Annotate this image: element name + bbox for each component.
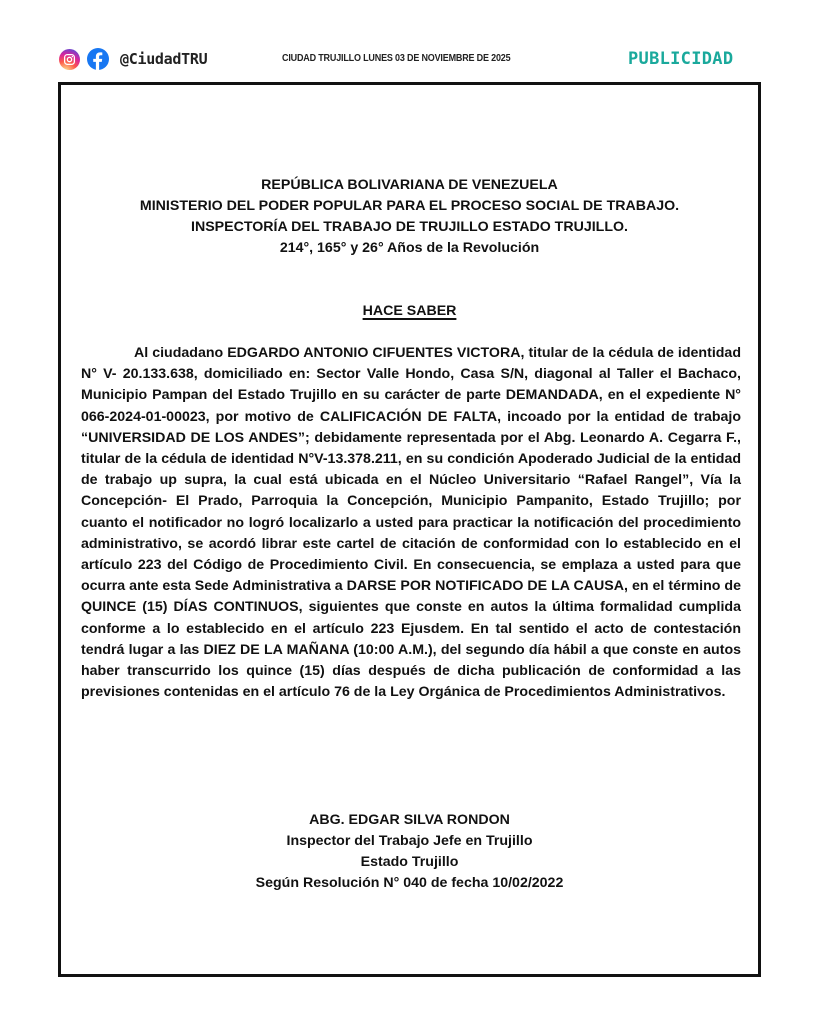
notice-header-line: 214°, 165° y 26° Años de la Revolución	[279, 240, 540, 256]
social-handle[interactable]: @CiudadTRU	[120, 50, 208, 68]
notice-body: Al ciudadano EDGARDO ANTONIO CIFUENTES VICTORA, titular de la cédula de identidad N° V- 20.133.638, domiciliado en: Sector Valle Hondo, Casa S/N, diagonal al Taller el Bachaco, Municipio Pampan del Estado Trujillo en su carácter de parte DEMANDADA, en el expediente N° 066-2024-01-00023, por motivo de CALIFICACIÓN DE FALTA, incoado por la entidad de trabajo “UNIVERSIDAD DE LOS ANDES”; debidamente representada por el Abg. Leonardo A. Cegarra F., titular de la cédula de identidad N°V-13.378.211, en su condición Apoderado Judicial de la entidad de trabajo up supra, la cual está ubicada en el Núcleo Universitario “Rafael Rangel”, Vía la Concepción- El Prado, Parroquia la Concepción, Municipio Pampanito, Estado Trujillo; por cuanto el notificador no logró localizarlo a usted para practicar la notificación del procedimiento administrativo, se acordó librar este cartel de citación de conformidad con lo establecido en el artículo 223 del Código de Procedimiento Civil. En consecuencia, se emplaza a usted para que ocurra ante esta Sede Administrativa a DARSE POR NOTIFICADO DE LA CAUSA, en el término de QUINCE (15) DÍAS CONTINUOS, siguientes que conste en autos la última formalidad cumplida conforme a lo establecido en el artículo 223 Ejusdem. En tal sentido el acto de contestación tendrá lugar a las DIEZ DE LA MAÑANA (10:00 A.M.), del segundo día hábil a que conste en autos haber transcurrido los quince (15) días después de dicha publicación de conformidad a las previsiones contenidas en el artículo 76 de la Ley Orgánica de Procedimientos Administrativos.	[81, 345, 741, 701]
legal-notice-frame	[58, 82, 761, 977]
signature-block	[61, 810, 758, 894]
notice-title: HACE SABER	[362, 303, 457, 319]
instagram-glyph-icon	[63, 53, 76, 66]
notice-header-line: MINISTERIO DEL PODER POPULAR PARA EL PROCESO SOCIAL DE TRABAJO.	[139, 198, 680, 214]
signature-line: ABG. EDGAR SILVA RONDON	[309, 812, 510, 828]
signature-line: Según Resolución N° 040 de fecha 10/02/2022	[255, 875, 564, 891]
page-header	[0, 0, 819, 80]
notice-header-line: INSPECTORÍA DEL TRABAJO DE TRUJILLO ESTADO TRUJILLO.	[191, 219, 628, 235]
social-links	[59, 48, 207, 70]
instagram-icon[interactable]	[59, 49, 80, 70]
notice-header	[61, 175, 758, 259]
facebook-glyph-icon	[87, 48, 109, 70]
facebook-icon[interactable]	[87, 48, 109, 70]
section-label: PUBLICIDAD	[628, 49, 734, 69]
notice-header-line: REPÚBLICA BOLIVARIANA DE VENEZUELA	[261, 177, 558, 193]
signature-line: Estado Trujillo	[360, 854, 459, 870]
dateline: CIUDAD TRUJILLO LUNES 03 DE NOVIEMBRE DE 2025	[282, 53, 511, 64]
signature-line: Inspector del Trabajo Jefe en Trujillo	[286, 833, 533, 849]
